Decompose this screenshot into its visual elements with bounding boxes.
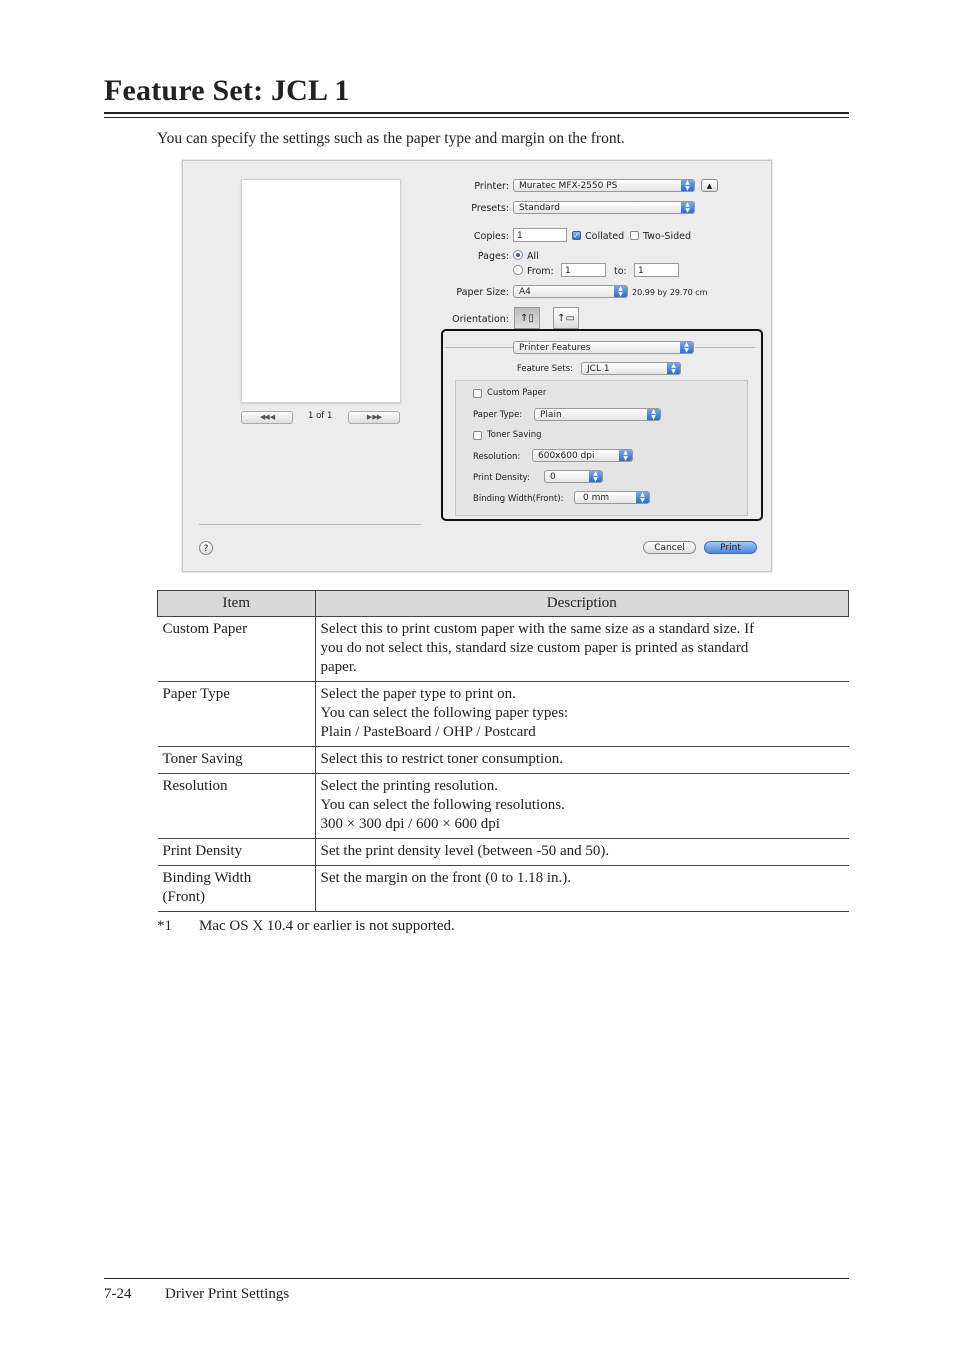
preview-page-label: 1 of 1 xyxy=(308,411,333,421)
popup-arrows-icon: ▲ ▼ xyxy=(636,492,649,503)
table-row xyxy=(158,839,849,866)
cancel-button[interactable]: Cancel xyxy=(643,541,696,554)
copies-field[interactable]: 1 xyxy=(513,228,567,242)
paper-type-label: Paper Type: xyxy=(473,410,523,420)
description-text: Select this to restrict toner consumption. xyxy=(320,751,563,767)
paper-size-label: Paper Size: xyxy=(456,287,509,298)
print-density-popup[interactable] xyxy=(544,470,603,483)
panel-separator-left xyxy=(445,347,513,348)
item-cell xyxy=(158,774,316,839)
description-cell xyxy=(315,747,849,774)
item-text: Toner Saving xyxy=(162,751,243,767)
pages-label: Pages: xyxy=(477,251,509,262)
description-text: Set the print density level (between -50 and 50). xyxy=(320,843,610,859)
popup-arrows-icon: ▲ ▼ xyxy=(667,363,680,374)
pages-from-field[interactable]: 1 xyxy=(561,263,606,277)
preview-next-buttons[interactable]: ▶ ▶▶ xyxy=(348,411,400,424)
print-dialog xyxy=(182,160,772,572)
item-cell xyxy=(158,839,316,866)
pages-to-field[interactable]: 1 xyxy=(634,263,679,277)
resolution-popup[interactable] xyxy=(532,449,633,462)
binding-width-label: Binding Width(Front): xyxy=(473,494,564,504)
title-rule xyxy=(104,112,849,114)
item-cell xyxy=(158,682,316,747)
pages-all-label: All xyxy=(527,251,539,262)
panel-value: Printer Features xyxy=(519,343,591,353)
help-icon: ? xyxy=(203,544,209,554)
resolution-value: 600x600 dpi xyxy=(538,451,595,461)
printer-popup[interactable] xyxy=(513,179,695,192)
description-text: paper. xyxy=(320,659,357,675)
bottom-separator xyxy=(199,524,421,525)
description-cell xyxy=(315,839,849,866)
presets-value: Standard xyxy=(519,203,560,213)
toner-saving-checkbox[interactable] xyxy=(473,431,482,440)
intro-text: You can specify the settings such as the paper type and margin on the front. xyxy=(157,130,625,147)
paper-type-popup[interactable] xyxy=(534,408,661,421)
paper-size-value: A4 xyxy=(519,287,531,297)
print-preview xyxy=(241,179,401,403)
copies-label: Copies: xyxy=(473,231,509,242)
popup-arrows-icon: ▲ ▼ xyxy=(681,202,694,213)
settings-table xyxy=(157,590,849,912)
presets-popup[interactable] xyxy=(513,201,695,214)
resolution-label: Resolution: xyxy=(473,452,521,462)
popup-arrows-icon: ▲ ▼ xyxy=(647,409,660,420)
header-item: Item xyxy=(158,591,316,617)
footnote-text: Mac OS X 10.4 or earlier is not supported. xyxy=(199,918,455,934)
header-description: Description xyxy=(315,591,849,617)
paper-size-dimensions: 20.99 by 29.70 cm xyxy=(632,288,708,297)
item-cell xyxy=(158,866,316,912)
pages-to-label: to: xyxy=(614,266,627,277)
section-name: Driver Print Settings xyxy=(165,1286,290,1302)
feature-sets-value: JCL 1 xyxy=(587,364,610,374)
orientation-portrait-button[interactable] xyxy=(514,307,540,329)
table-row xyxy=(158,617,849,682)
item-text: (Front) xyxy=(162,889,205,905)
description-text: Select the printing resolution. xyxy=(320,778,498,794)
table-row xyxy=(158,774,849,839)
item-text: Print Density xyxy=(162,843,243,859)
description-cell xyxy=(315,774,849,839)
panel-separator-right xyxy=(695,347,755,348)
description-text: 300 × 300 dpi / 600 × 600 dpi xyxy=(320,816,500,832)
item-cell xyxy=(158,747,316,774)
item-text: Paper Type xyxy=(162,686,230,702)
paper-type-value: Plain xyxy=(540,410,562,420)
presets-label: Presets: xyxy=(471,203,509,214)
print-button[interactable]: Print xyxy=(704,541,757,554)
description-text: Set the margin on the front (0 to 1.18 in.). xyxy=(320,870,572,886)
table-row xyxy=(158,682,849,747)
table-row xyxy=(158,747,849,774)
popup-arrows-icon: ▲ ▼ xyxy=(589,471,602,482)
landscape-icon: ↑▭ xyxy=(557,313,575,324)
orientation-label: Orientation: xyxy=(452,314,509,325)
disclosure-button[interactable] xyxy=(701,179,718,192)
custom-paper-checkbox[interactable] xyxy=(473,389,482,398)
orientation-landscape-button[interactable] xyxy=(553,307,579,329)
printer-value: Muratec MFX-2550 PS xyxy=(519,181,618,191)
item-text: Binding Width xyxy=(162,870,252,886)
print-density-value: 0 xyxy=(550,472,556,482)
table-header-row xyxy=(158,591,849,617)
portrait-icon: ↑▯ xyxy=(520,313,534,324)
description-cell xyxy=(315,617,849,682)
printer-label: Printer: xyxy=(474,181,509,192)
collated-label: Collated xyxy=(585,231,625,242)
binding-width-popup[interactable] xyxy=(574,491,650,504)
page-title: Feature Set: JCL 1 xyxy=(104,74,350,107)
table-row xyxy=(158,866,849,912)
triangle-up-icon: ▲ xyxy=(706,182,713,190)
binding-width-value: 0 mm xyxy=(583,493,610,503)
two-sided-checkbox[interactable] xyxy=(630,231,639,240)
description-cell xyxy=(315,682,849,747)
toner-saving-label: Toner Saving xyxy=(487,430,542,440)
help-button[interactable] xyxy=(199,541,213,555)
description-text: Plain / PasteBoard / OHP / Postcard xyxy=(320,724,536,740)
item-text: Custom Paper xyxy=(162,621,248,637)
two-sided-label: Two-Sided xyxy=(643,231,691,242)
preview-prev-buttons[interactable]: ◀◀ ◀ xyxy=(241,411,293,424)
collated-checkbox[interactable]: ✓ xyxy=(573,231,580,240)
popup-arrows-icon: ▲ ▼ xyxy=(681,180,694,191)
feature-sets-popup[interactable] xyxy=(581,362,681,375)
description-cell xyxy=(315,866,849,912)
description-text: You can select the following paper types: xyxy=(320,705,569,721)
print-density-label: Print Density: xyxy=(473,473,530,483)
title-rule-thin xyxy=(104,117,849,118)
item-cell xyxy=(158,617,316,682)
description-text: Select the paper type to print on. xyxy=(320,686,516,702)
popup-arrows-icon: ▲ ▼ xyxy=(619,450,632,461)
description-text: Select this to print custom paper with the same size as a standard size. If xyxy=(320,621,755,637)
footer-rule xyxy=(104,1278,849,1279)
pages-all-radio[interactable] xyxy=(513,250,523,260)
popup-arrows-icon: ▲ ▼ xyxy=(614,286,627,297)
page-number: 7-24 xyxy=(104,1286,132,1302)
popup-arrows-icon: ▲ ▼ xyxy=(680,342,693,353)
description-text: you do not select this, standard size custom paper is printed as standard xyxy=(320,640,749,656)
feature-sets-label: Feature Sets: xyxy=(516,364,573,374)
item-text: Resolution xyxy=(162,778,228,794)
panel-popup[interactable] xyxy=(513,341,694,354)
custom-paper-label: Custom Paper xyxy=(487,388,547,398)
pages-from-label: From: xyxy=(527,266,554,277)
paper-size-popup[interactable] xyxy=(513,285,628,298)
description-text: You can select the following resolutions. xyxy=(320,797,565,813)
footnote-number: *1 xyxy=(157,918,172,934)
pages-from-radio[interactable] xyxy=(513,265,523,275)
